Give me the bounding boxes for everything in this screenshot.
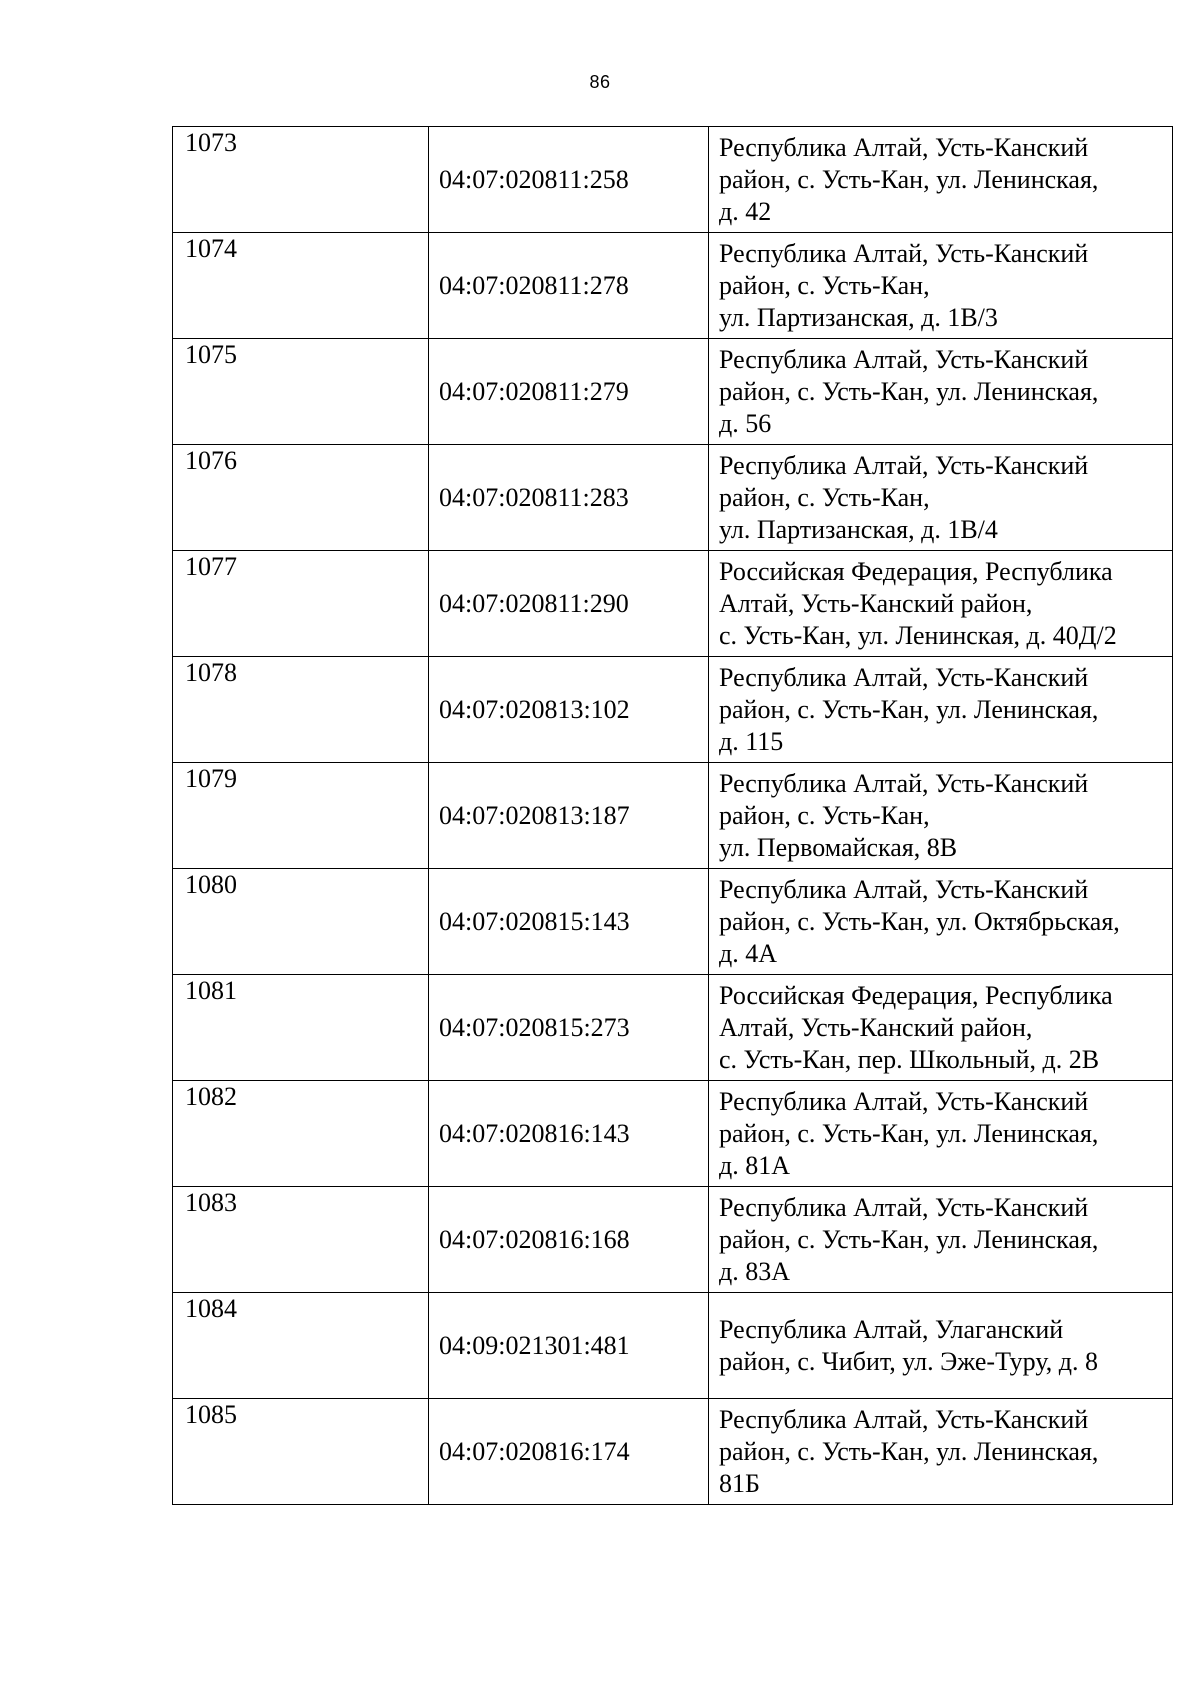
row-number: 1076 <box>173 445 429 551</box>
address-text: Республика Алтай, Усть-Канский район, с. Усть-Кан, ул. Первомайская, 8В <box>719 768 1089 862</box>
address-cell <box>709 551 1173 657</box>
cadastral-number: 04:07:020816:143 <box>429 1081 709 1187</box>
address-text: Республика Алтай, Усть-Канский район, с. Усть-Кан, ул. Октябрьская, д. 4А <box>719 874 1120 968</box>
address-text: Республика Алтай, Усть-Канский район, с. Усть-Кан, ул. Ленинская, д. 83А <box>719 1192 1099 1286</box>
address-text: Республика Алтай, Усть-Канский район, с. Усть-Кан, ул. Ленинская, д. 42 <box>719 132 1099 226</box>
table-row <box>173 339 1173 445</box>
row-number: 1083 <box>173 1187 429 1293</box>
row-number: 1075 <box>173 339 429 445</box>
table-row <box>173 1293 1173 1399</box>
cadastral-number: 04:07:020816:174 <box>429 1399 709 1505</box>
address-cell <box>709 1293 1173 1399</box>
address-cell <box>709 339 1173 445</box>
cadastral-number: 04:07:020811:278 <box>429 233 709 339</box>
row-number: 1082 <box>173 1081 429 1187</box>
table-row <box>173 869 1173 975</box>
address-text: Республика Алтай, Усть-Канский район, с. Усть-Кан, ул. Партизанская, д. 1В/3 <box>719 238 1089 332</box>
cadastral-number: 04:07:020815:143 <box>429 869 709 975</box>
row-number: 1077 <box>173 551 429 657</box>
row-number: 1078 <box>173 657 429 763</box>
table-row <box>173 1187 1173 1293</box>
address-text: Республика Алтай, Улаганский район, с. Чибит, ул. Эже-Туру, д. 8 <box>719 1314 1098 1376</box>
row-number: 1073 <box>173 127 429 233</box>
table-row <box>173 657 1173 763</box>
row-number: 1085 <box>173 1399 429 1505</box>
row-number: 1074 <box>173 233 429 339</box>
table-row <box>173 233 1173 339</box>
cadastral-number: 04:07:020813:187 <box>429 763 709 869</box>
address-text: Республика Алтай, Усть-Канский район, с. Усть-Кан, ул. Ленинская, 81Б <box>719 1404 1099 1498</box>
cadastral-number: 04:07:020813:102 <box>429 657 709 763</box>
cadastral-number: 04:07:020815:273 <box>429 975 709 1081</box>
table-row <box>173 127 1173 233</box>
cadastral-number: 04:07:020811:258 <box>429 127 709 233</box>
row-number: 1080 <box>173 869 429 975</box>
table-row <box>173 763 1173 869</box>
table-row <box>173 1399 1173 1505</box>
address-cell <box>709 1399 1173 1505</box>
cadastral-number: 04:09:021301:481 <box>429 1293 709 1399</box>
table-row <box>173 975 1173 1081</box>
address-cell <box>709 127 1173 233</box>
row-number: 1081 <box>173 975 429 1081</box>
row-number: 1084 <box>173 1293 429 1399</box>
address-text: Российская Федерация, Республика Алтай, Усть-Канский район, с. Усть-Кан, пер. Школьный, д. 2В <box>719 980 1113 1074</box>
address-cell <box>709 869 1173 975</box>
cadastral-number: 04:07:020811:283 <box>429 445 709 551</box>
address-cell <box>709 763 1173 869</box>
address-text: Российская Федерация, Республика Алтай, Усть-Канский район, с. Усть-Кан, ул. Ленинская, д. 40Д/2 <box>719 556 1117 650</box>
registry-table <box>172 126 1173 1505</box>
address-text: Республика Алтай, Усть-Канский район, с. Усть-Кан, ул. Ленинская, д. 115 <box>719 662 1099 756</box>
page-number: 86 <box>589 72 611 92</box>
address-cell <box>709 975 1173 1081</box>
cadastral-number: 04:07:020811:290 <box>429 551 709 657</box>
table-row <box>173 1081 1173 1187</box>
address-text: Республика Алтай, Усть-Канский район, с. Усть-Кан, ул. Партизанская, д. 1В/4 <box>719 450 1089 544</box>
cadastral-number: 04:07:020811:279 <box>429 339 709 445</box>
cadastral-number: 04:07:020816:168 <box>429 1187 709 1293</box>
address-cell <box>709 1187 1173 1293</box>
address-text: Республика Алтай, Усть-Канский район, с. Усть-Кан, ул. Ленинская, д. 56 <box>719 344 1099 438</box>
address-cell <box>709 445 1173 551</box>
address-cell <box>709 1081 1173 1187</box>
row-number: 1079 <box>173 763 429 869</box>
table-row <box>173 445 1173 551</box>
address-cell <box>709 233 1173 339</box>
table-row <box>173 551 1173 657</box>
address-cell <box>709 657 1173 763</box>
address-text: Республика Алтай, Усть-Канский район, с. Усть-Кан, ул. Ленинская, д. 81А <box>719 1086 1099 1180</box>
